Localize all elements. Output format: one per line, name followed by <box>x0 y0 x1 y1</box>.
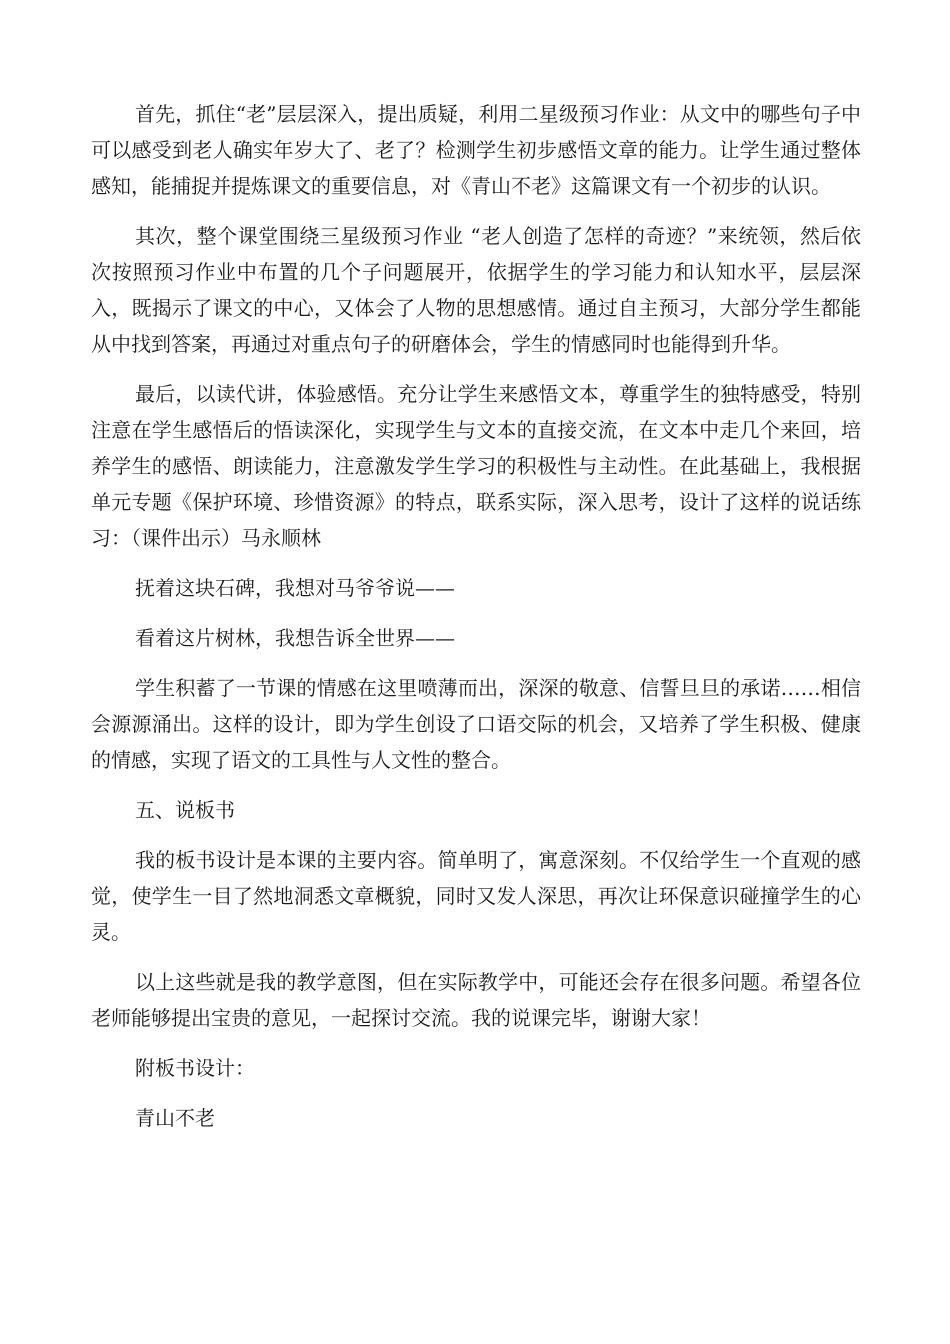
paragraph-2: 其次，整个课堂围绕三星级预习作业 “老人创造了怎样的奇迹？”来统领，然后依次按照预习作业中布置的几个子问题展开，依据学生的学习能力和认知水平，层层深入，既揭示了课文的中心，又体会了人物的思想感情。通过自主预习，大部分学生都能从中找到答案，再通过对重点句子的研磨体会，学生的情感同时也能得到升华。 <box>91 224 861 356</box>
paragraph-4: 抚着这块石碑，我想对马爷爷说—— <box>135 576 455 600</box>
board-title: 青山不老 <box>135 1106 215 1130</box>
paragraph-6: 学生积蓄了一节课的情感在这里喷薄而出，深深的敬意、信誓旦旦的承诺……相信会源源涌出。这样的设计，即为学生创设了口语交际的机会，又培养了学生积极、健康的情感，实现了语文的工具性与人文性的整合。 <box>91 676 861 772</box>
appendix-label: 附板书设计： <box>135 1056 255 1080</box>
paragraph-1: 首先，抓住“老”层层深入，提出质疑，利用二星级预习作业：从文中的哪些句子中可以感受到老人确实年岁大了、老了？检测学生初步感悟文章的能力。让学生通过整体感知，能捕捉并提炼课文的重要信息，对《青山不老》这篇课文有一个初步的认识。 <box>91 102 861 198</box>
document-body <box>91 96 861 1150</box>
paragraph-7: 我的板书设计是本课的主要内容。简单明了，寓意深刻。不仅给学生一个直观的感觉，使学生一目了然地洞悉文章概貌，同时又发人深思，再次让环保意识碰撞学生的心灵。 <box>91 848 861 944</box>
section-heading: 五、说板书 <box>135 798 235 822</box>
paragraph-3: 最后，以读代讲，体验感悟。充分让学生来感悟文本，尊重学生的独特感受，特别注意在学生感悟后的悟读深化，实现学生与文本的直接交流，在文本中走几个来回，培养学生的感悟、朗读能力，注意激发学生学习的积极性与主动性。在此基础上，我根据单元专题《保护环境、珍惜资源》的特点，联系实际，深入思考，设计了这样的说话练习：（课件出示）马永顺林 <box>91 382 861 550</box>
paragraph-8: 以上这些就是我的教学意图，但在实际教学中，可能还会存在很多问题。希望各位老师能够提出宝贵的意见，一起探讨交流。我的说课完毕，谢谢大家！ <box>91 970 861 1030</box>
paragraph-5: 看着这片树林，我想告诉全世界—— <box>135 626 455 650</box>
